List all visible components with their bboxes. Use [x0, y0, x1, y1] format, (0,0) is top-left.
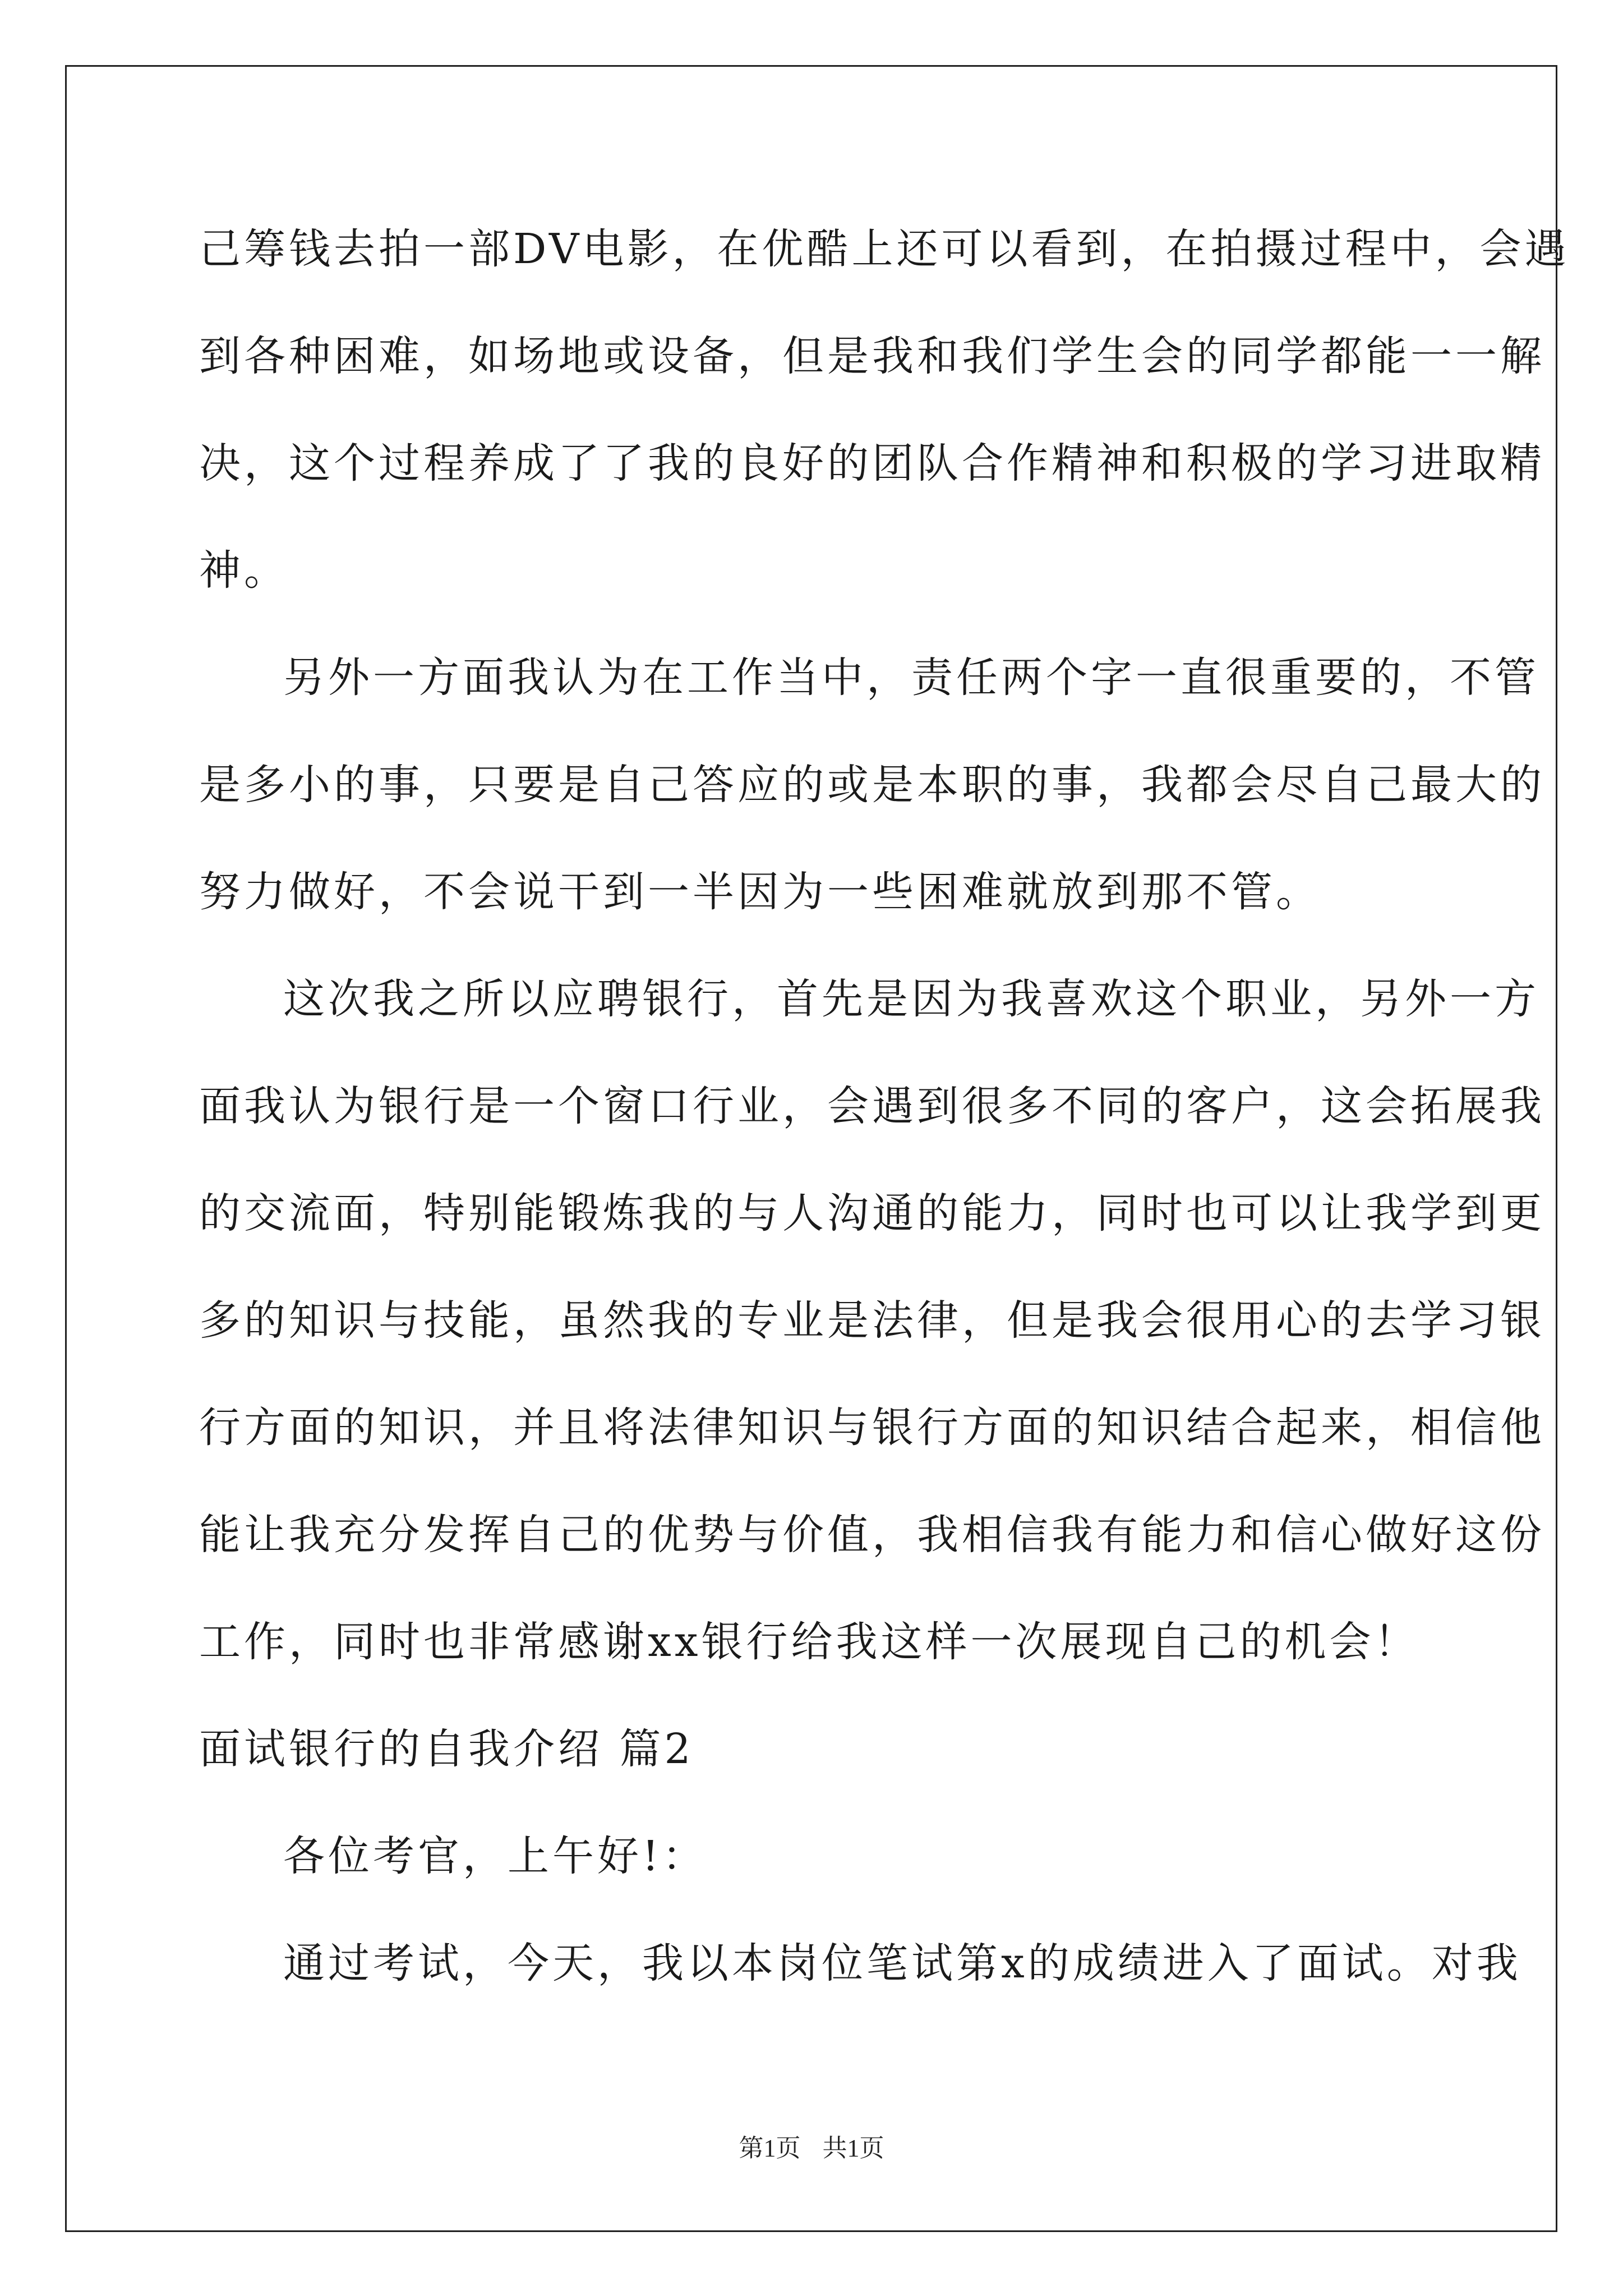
paragraph-start-line: 另外一方面我认为在工作当中，责任两个字一直很重要的，不管 — [283, 654, 1539, 702]
document-body — [199, 212, 1570, 2033]
text-line: 是多小的事，只要是自己答应的或是本职的事，我都会尽自己最大的 — [199, 761, 1545, 809]
text-line: 到各种困难，如场地或设备，但是我和我们学生会的同学都能一一解 — [199, 332, 1545, 380]
text-line: 工作，同时也非常感谢xx银行给我这样一次展现自己的机会！ — [199, 1618, 1419, 1666]
text-line: 多的知识与技能，虽然我的专业是法律，但是我会很用心的去学习银 — [199, 1296, 1545, 1345]
page-number-total: 共1页 — [822, 2134, 884, 2162]
paragraph-start-line: 这次我之所以应聘银行，首先是因为我喜欢这个职业，另外一方 — [283, 975, 1539, 1023]
text-line: 的交流面，特别能锻炼我的与人沟通的能力，同时也可以让我学到更 — [199, 1189, 1545, 1237]
text-line: 面我认为银行是一个窗口行业，会遇到很多不同的客户，这会拓展我 — [199, 1082, 1545, 1130]
section-heading: 面试银行的自我介绍 篇2 — [199, 1725, 694, 1773]
paragraph-start-line: 通过考试，今天，我以本岗位笔试第x的成绩进入了面试。对我 — [283, 1939, 1521, 1987]
text-line: 行方面的知识，并且将法律知识与银行方面的知识结合起来，相信他 — [199, 1404, 1545, 1452]
text-line: 能让我充分发挥自己的优势与价值，我相信我有能力和信心做好这份 — [199, 1511, 1545, 1559]
text-line: 努力做好，不会说干到一半因为一些困难就放到那不管。 — [199, 868, 1321, 916]
greeting-line: 各位考官，上午好!： — [283, 1832, 707, 1880]
text-line: 神。 — [199, 546, 289, 595]
page-footer — [0, 2132, 1623, 2165]
text-line: 决，这个过程养成了了我的良好的团队合作精神和积极的学习进取精 — [199, 439, 1545, 487]
page-number-current: 第1页 — [739, 2134, 801, 2162]
text-line: 己筹钱去拍一部DV电影，在优酷上还可以看到，在拍摄过程中，会遇 — [199, 225, 1570, 273]
